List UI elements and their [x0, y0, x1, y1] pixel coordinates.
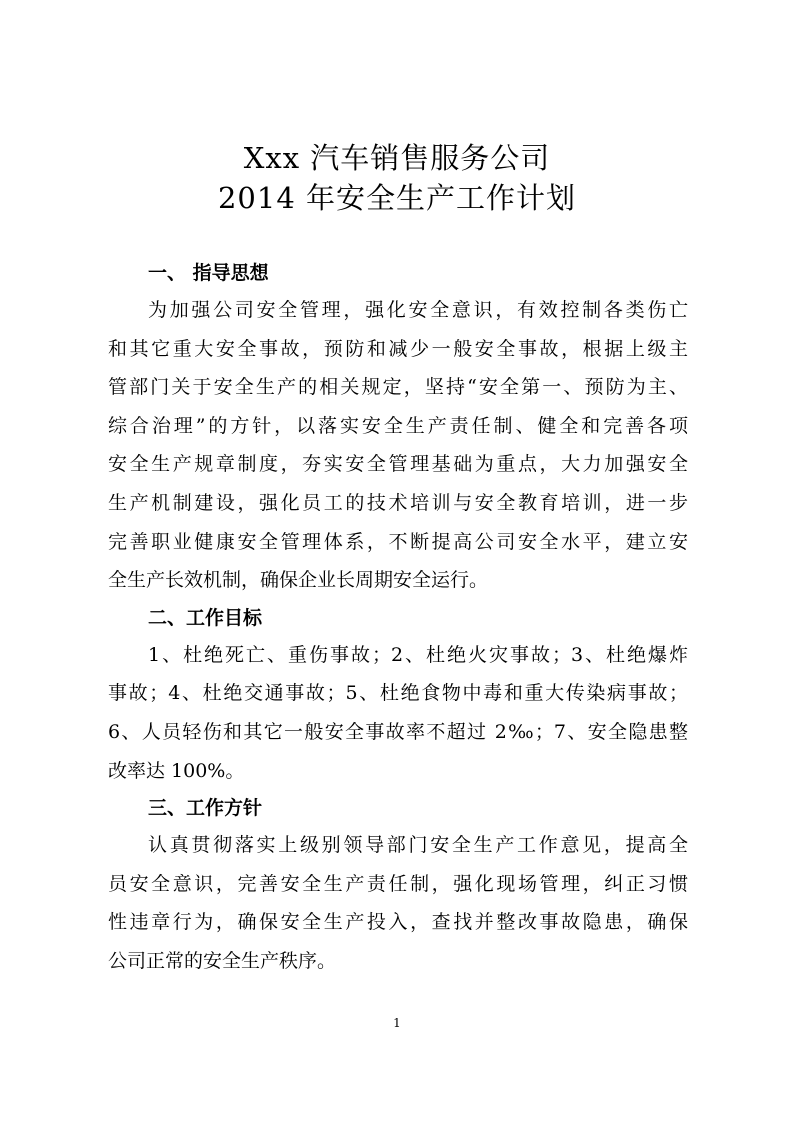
document-body	[108, 255, 688, 981]
paragraph-line: 事故；4、杜绝交通事故；5、杜绝食物中毒和重大传染病事故；	[108, 682, 688, 705]
paragraph-line: 为加强公司安全管理，强化安全意识，有效控制各类伤亡	[148, 299, 688, 321]
section-paragraph-guiding-ideology	[108, 291, 688, 600]
paragraph-line: 公司正常的安全生产秩序。	[108, 949, 337, 972]
paragraph-line: 管部门关于安全生产的相关规定，坚持“安全第一、预防为主、	[108, 376, 688, 399]
paragraph-line: 1、杜绝死亡、重伤事故；2、杜绝火灾事故；3、杜绝爆炸	[148, 643, 688, 666]
paragraph-line: 6、人员轻伤和其它一般安全事故率不超过 2‰；7、安全隐患整	[108, 720, 688, 743]
paragraph-line: 改率达 100%。	[108, 759, 245, 782]
paragraph-line: 性违章行为，确保安全生产投入，查找并整改事故隐患，确保	[108, 911, 688, 934]
title-plan: 2014 年安全生产工作计划	[217, 181, 577, 215]
document-title	[0, 138, 794, 218]
section-paragraph-work-policy	[108, 826, 688, 980]
title-company: Xxx 汽车销售服务公司	[243, 141, 551, 175]
paragraph-line: 全生产长效机制，确保企业长周期安全运行。	[108, 569, 489, 592]
paragraph-line: 安全生产规章制度，夯实安全管理基础为重点，大力加强安全	[108, 453, 688, 476]
page-number: 1	[393, 1016, 401, 1030]
section-heading-work-policy: 三、工作方针	[148, 797, 263, 820]
section-heading-work-goals: 二、工作目标	[148, 606, 263, 629]
paragraph-line: 员安全意识，完善安全生产责任制，强化现场管理，纠正习惯	[108, 872, 688, 895]
paragraph-line: 综合治理”的方针，以落实安全生产责任制、健全和完善各项	[108, 414, 688, 437]
paragraph-line: 认真贯彻落实上级别领导部门安全生产工作意见，提高全	[148, 834, 688, 857]
paragraph-line: 完善职业健康安全管理体系，不断提高公司安全水平，建立安	[108, 530, 688, 553]
section-paragraph-work-goals	[108, 636, 688, 790]
paragraph-line: 生产机制建设，强化员工的技术培训与安全教育培训，进一步	[108, 491, 688, 514]
section-heading-guiding-ideology: 一、 指导思想	[148, 262, 269, 284]
paragraph-line: 和其它重大安全事故，预防和减少一般安全事故，根据上级主	[108, 337, 688, 360]
